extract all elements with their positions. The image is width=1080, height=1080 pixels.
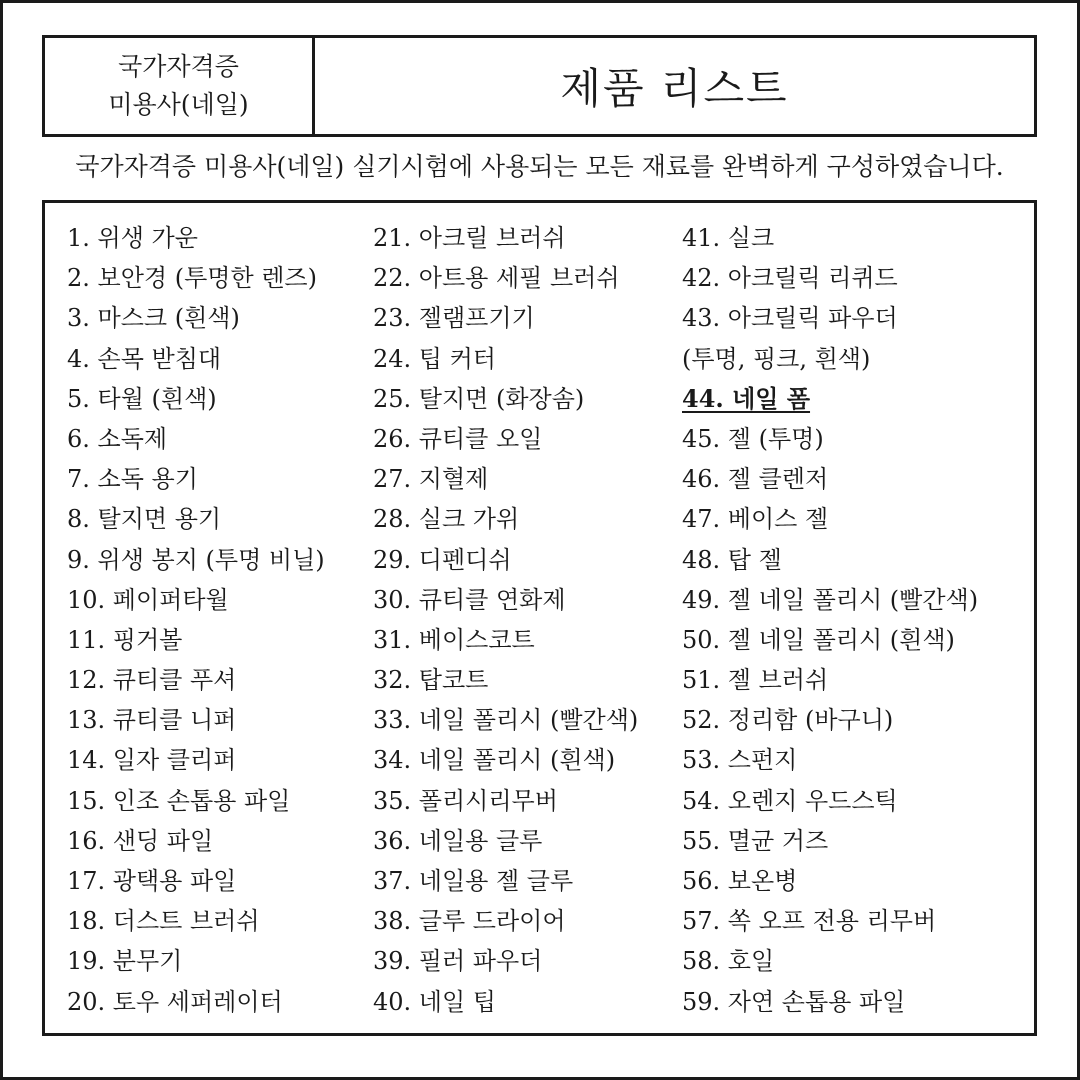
product-list-item: 49. 젤 네일 폴리시 (빨간색) <box>682 585 979 614</box>
product-list-item: 42. 아크릴릭 리퀴드 <box>682 264 898 293</box>
certification-label <box>45 38 315 134</box>
product-list-item: 38. 글루 드라이어 <box>373 907 566 936</box>
product-list-item: 1. 위생 가운 <box>67 224 198 252</box>
product-list-item: 45. 젤 (투명) <box>682 424 824 453</box>
product-list-item: 11. 핑거볼 <box>67 625 183 654</box>
product-list-item: (투명, 핑크, 흰색) <box>682 344 871 373</box>
product-list-item: 19. 분무기 <box>67 947 183 976</box>
product-list-item: 18. 더스트 브러쉬 <box>67 907 260 936</box>
product-list-item: 43. 아크릴릭 파우더 <box>682 304 898 333</box>
product-list-item: 26. 큐티클 오일 <box>373 424 543 453</box>
product-list-item: 27. 지혈제 <box>373 465 489 494</box>
product-list-item: 23. 젤램프기기 <box>373 304 535 333</box>
product-list-item: 24. 팁 커터 <box>373 344 496 373</box>
product-list-item: 58. 호일 <box>682 947 775 976</box>
product-list-item: 53. 스펀지 <box>682 746 798 775</box>
product-list-item: 55. 멸균 거즈 <box>682 826 829 855</box>
product-list-item: 37. 네일용 젤 글루 <box>373 867 574 895</box>
certification-line-2: 미용사(네일) <box>108 90 249 119</box>
product-list-item: 28. 실크 가위 <box>373 505 520 534</box>
product-list-item: 21. 아크릴 브러쉬 <box>373 224 566 252</box>
header-box <box>42 35 1037 137</box>
product-list-item: 52. 정리함 (바구니) <box>682 706 894 735</box>
product-column-1 <box>67 218 325 1022</box>
product-list-item: 59. 자연 손톱용 파일 <box>682 987 906 1016</box>
product-list-item: 16. 샌딩 파일 <box>67 826 214 855</box>
product-list-item: 6. 소독제 <box>67 424 168 453</box>
product-list-item: 31. 베이스코트 <box>373 625 535 654</box>
certification-line-1: 국가자격증 <box>118 52 239 81</box>
product-list-item: 12. 큐티클 푸셔 <box>67 666 237 695</box>
product-list-item: 14. 일자 클리퍼 <box>67 746 237 775</box>
product-list-item: 39. 필러 파우더 <box>373 947 543 976</box>
product-list-item: 8. 탈지면 용기 <box>67 505 222 534</box>
product-list-item: 4. 손목 받침대 <box>67 344 222 373</box>
product-list-item: 47. 베이스 젤 <box>682 505 829 534</box>
product-list-item: 56. 보온병 <box>682 867 798 895</box>
product-list-item: 44. 네일 폼 <box>682 383 811 413</box>
product-list-item: 29. 디펜디쉬 <box>373 545 512 574</box>
product-list-item: 46. 젤 클렌저 <box>682 465 829 494</box>
product-list-box <box>42 200 1037 1036</box>
product-list-item: 41. 실크 <box>682 224 775 252</box>
product-list-item: 40. 네일 팁 <box>373 987 496 1016</box>
product-column-2 <box>373 218 638 1022</box>
product-list-item: 50. 젤 네일 폴리시 (흰색) <box>682 625 955 654</box>
product-list-item: 32. 탑코트 <box>373 666 489 695</box>
product-list-item: 51. 젤 브러쉬 <box>682 666 829 695</box>
product-list-item: 48. 탑 젤 <box>682 545 782 574</box>
product-list-item: 20. 토우 세퍼레이터 <box>67 987 283 1016</box>
product-column-3 <box>682 218 978 1022</box>
product-list-item: 15. 인조 손톱용 파일 <box>67 786 291 815</box>
product-list-item: 10. 페이퍼타월 <box>67 585 229 614</box>
product-list-item: 35. 폴리시리무버 <box>373 786 558 815</box>
product-list-item: 7. 소독 용기 <box>67 465 198 494</box>
product-list-item: 57. 쏙 오프 전용 리무버 <box>682 907 937 936</box>
product-list-item: 17. 광택용 파일 <box>67 867 237 895</box>
product-list-item: 9. 위생 봉지 (투명 비닐) <box>67 545 325 574</box>
page-subtitle: 국가자격증 미용사(네일) 실기시험에 사용되는 모든 재료를 완벽하게 구성하였습니다. <box>75 152 1004 181</box>
product-list-item: 3. 마스크 (흰색) <box>67 304 240 333</box>
product-list-item: 25. 탈지면 (화장솜) <box>373 384 585 413</box>
product-list-item: 30. 큐티클 연화제 <box>373 585 566 614</box>
product-list-item: 33. 네일 폴리시 (빨간색) <box>373 706 639 735</box>
product-list-item: 2. 보안경 (투명한 렌즈) <box>67 264 317 293</box>
product-list-item: 5. 타월 (흰색) <box>67 384 217 413</box>
page-title: 제품 리스트 <box>560 64 789 113</box>
product-list-item: 22. 아트용 세필 브러쉬 <box>373 264 620 293</box>
product-list-item: 13. 큐티클 니퍼 <box>67 706 237 735</box>
product-list-item: 34. 네일 폴리시 (흰색) <box>373 746 616 775</box>
product-list-item: 54. 오렌지 우드스틱 <box>682 786 898 815</box>
product-list-item: 36. 네일용 글루 <box>373 826 543 855</box>
